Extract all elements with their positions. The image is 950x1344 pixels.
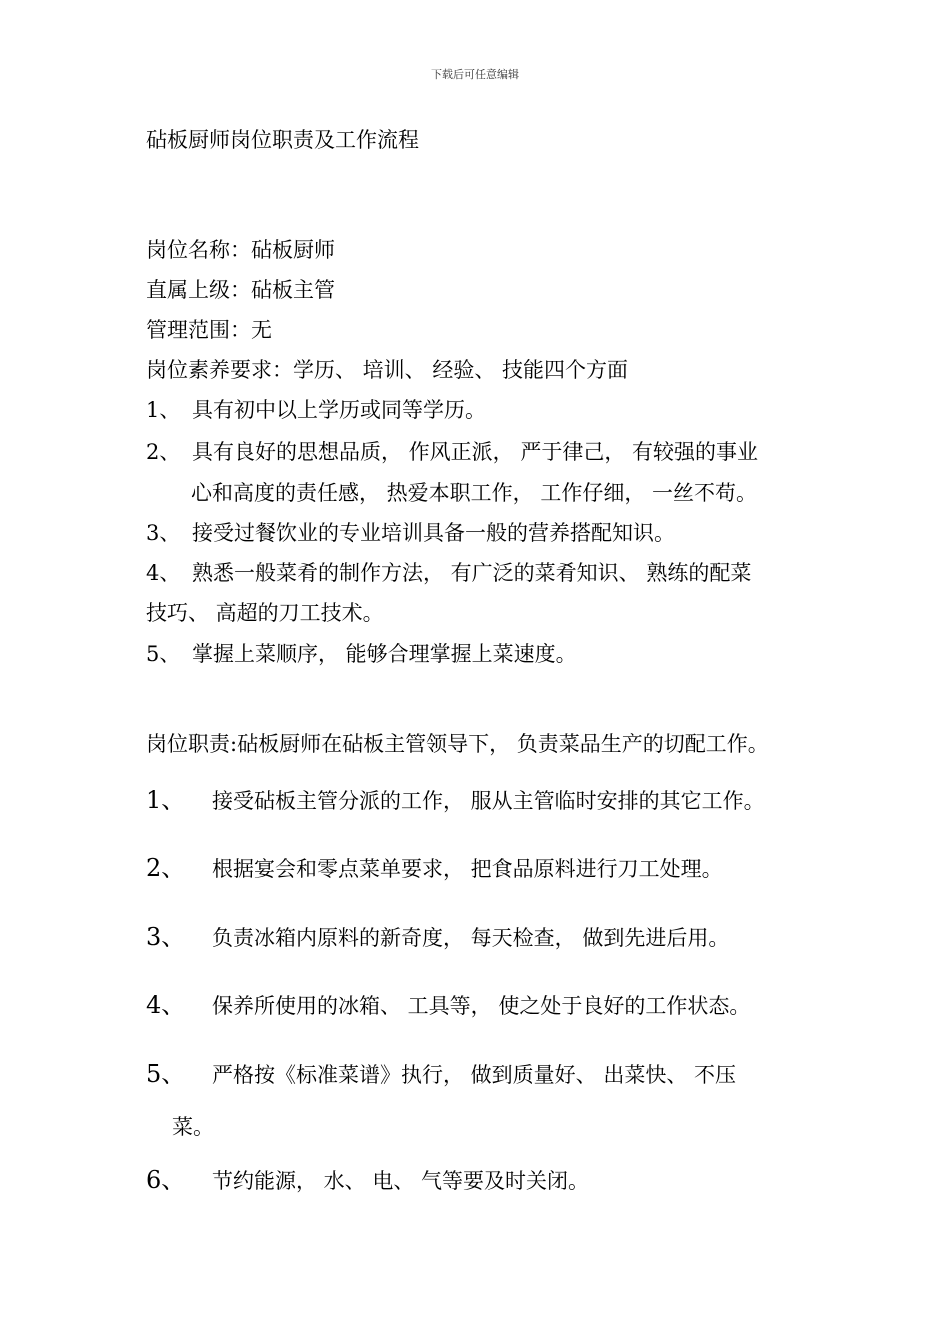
item-text: 熟悉一般菜肴的制作方法， 有广泛的菜肴知识、 熟练的配菜	[192, 561, 752, 585]
item-text: 负责冰箱内原料的新奇度， 每天检查， 做到先进后用。	[212, 926, 730, 950]
item-text: 接受过餐饮业的专业培训具备一般的营养搭配知识。	[192, 521, 675, 545]
item-text: 具有初中以上学历或同等学历。	[192, 398, 486, 422]
item-text: 保养所使用的冰箱、 工具等， 使之处于良好的工作状态。	[212, 994, 751, 1018]
list-item	[146, 1060, 736, 1088]
header-note: 下载后可任意编辑	[431, 68, 519, 81]
item-number: 2、	[146, 854, 186, 882]
item-text: 具有良好的思想品质， 作风正派， 严于律己， 有较强的事业	[192, 440, 759, 464]
direct-superior: 直属上级：砧板主管	[146, 278, 335, 302]
document-title: 砧板厨师岗位职责及工作流程	[146, 128, 419, 152]
list-item	[146, 438, 758, 466]
duties-heading: 岗位职责:砧板厨师在砧板主管领导下， 负责菜品生产的切配工作。	[146, 732, 769, 756]
list-item	[146, 854, 723, 882]
quality-requirements: 岗位素养要求：学历、 培训、 经验、 技能四个方面	[146, 358, 629, 382]
item-number: 1、	[146, 398, 181, 422]
list-item	[146, 640, 577, 668]
item-number: 1、	[146, 786, 186, 814]
item-text-continued: 心和高度的责任感， 热爱本职工作， 工作仔细， 一丝不苟。	[191, 481, 758, 505]
item-text: 节约能源， 水、 电、 气等要及时关闭。	[212, 1169, 590, 1193]
list-item	[146, 396, 486, 424]
item-number: 3、	[146, 521, 181, 545]
list-item	[146, 786, 765, 814]
item-text: 根据宴会和零点菜单要求， 把食品原料进行刀工处理。	[212, 857, 723, 881]
item-text: 严格按《标准菜谱》执行， 做到质量好、 出菜快、 不压	[212, 1063, 737, 1087]
position-name: 岗位名称：砧板厨师	[146, 238, 335, 262]
item-text: 掌握上菜顺序， 能够合理掌握上菜速度。	[192, 642, 577, 666]
item-text: 接受砧板主管分派的工作， 服从主管临时安排的其它工作。	[212, 789, 765, 813]
list-item	[146, 559, 751, 587]
item-number: 5、	[146, 642, 181, 666]
item-number: 3、	[146, 923, 186, 951]
list-item	[146, 991, 750, 1019]
item-number: 6、	[146, 1166, 186, 1194]
item-number: 4、	[146, 561, 181, 585]
item-number: 4、	[146, 991, 186, 1019]
item-text-continued: 菜。	[172, 1115, 214, 1139]
list-item	[146, 1166, 589, 1194]
management-scope: 管理范围：无	[146, 318, 272, 342]
item-number: 5、	[146, 1060, 186, 1088]
item-text-continued: 技巧、 高超的刀工技术。	[146, 601, 384, 625]
list-item	[146, 923, 729, 951]
item-number: 2、	[146, 440, 181, 464]
list-item	[146, 519, 675, 547]
